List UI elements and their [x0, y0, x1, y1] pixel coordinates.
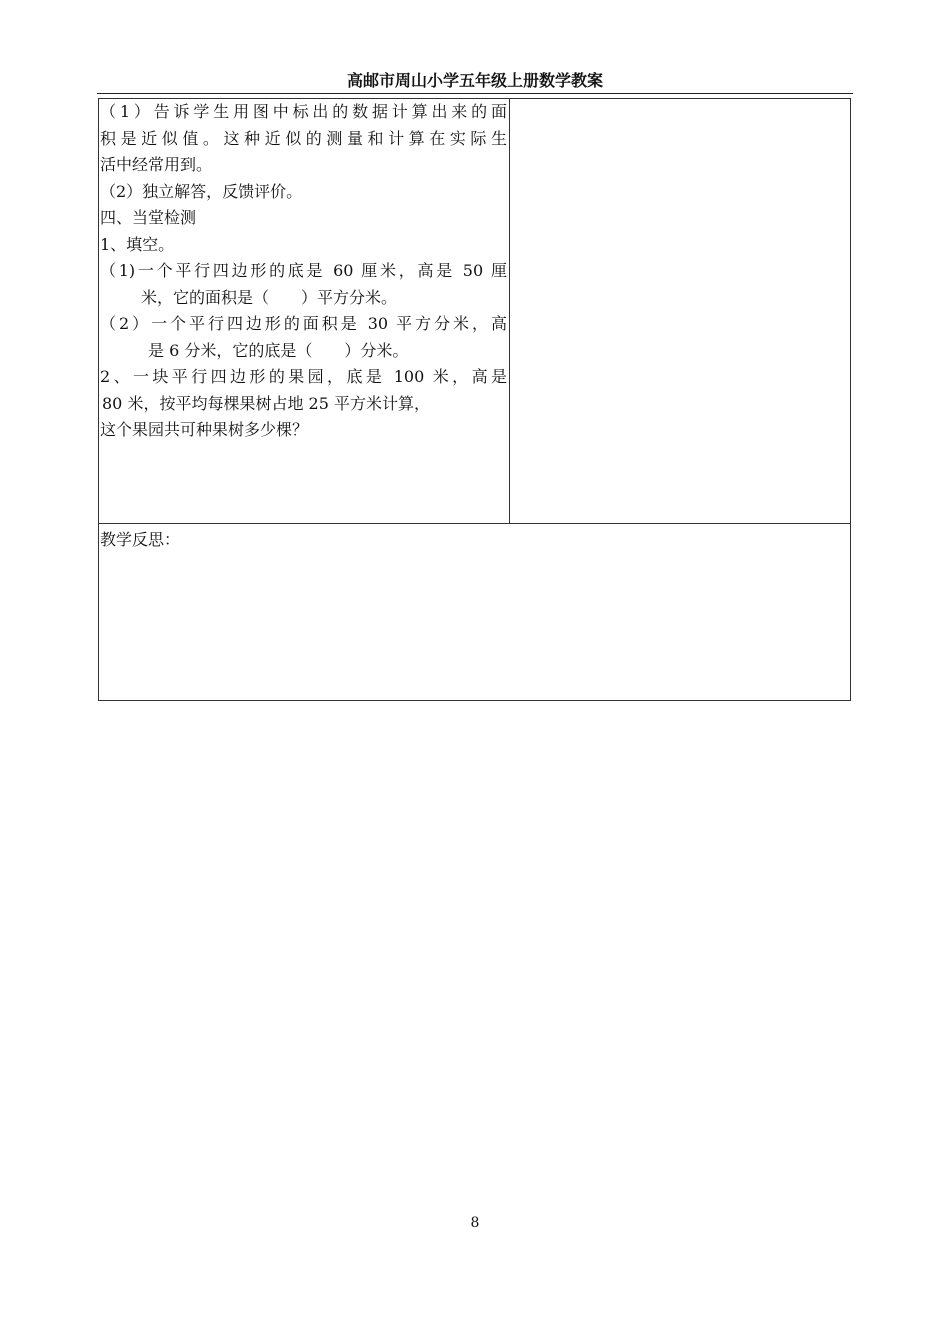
content-line: （2）一个平行四边形的面积是 30 平方分米，高	[100, 314, 507, 333]
page-number: 8	[470, 1215, 480, 1231]
content-line: 积是近似值。这种近似的测量和计算在实际生	[100, 128, 507, 148]
document-header-title: 高邮市周山小学五年级上册数学教案	[346, 71, 603, 90]
header-rule	[97, 93, 853, 94]
lesson-content-cell	[100, 99, 507, 444]
content-line: （2）独立解答，反馈评价。	[100, 181, 303, 201]
content-line: 活中经常用到。	[100, 155, 213, 174]
content-line: 80 米，按平均每棵果树占地 25 平方米计算，	[102, 393, 430, 413]
content-line: 四、当堂检测	[100, 208, 197, 227]
table-row-divider	[98, 523, 851, 524]
content-line: 米，它的面积是（ ）平方分米。	[141, 287, 398, 307]
content-line: 是 6 分米，它的底是（ ）分米。	[148, 340, 409, 360]
table-column-divider	[509, 98, 510, 524]
content-line: （1）告诉学生用图中标出的数据计算出来的面	[100, 102, 507, 121]
teaching-reflection-label: 教学反思：	[100, 530, 181, 549]
content-line: 1、填空。	[100, 234, 175, 254]
content-line: （1)一个平行四边形的底是 60 厘米，高是 50 厘	[100, 261, 507, 280]
content-line: 这个果园共可种果树多少棵？	[100, 420, 309, 439]
content-line: 2、一块平行四边形的果园，底是 100 米，高是	[100, 367, 507, 386]
